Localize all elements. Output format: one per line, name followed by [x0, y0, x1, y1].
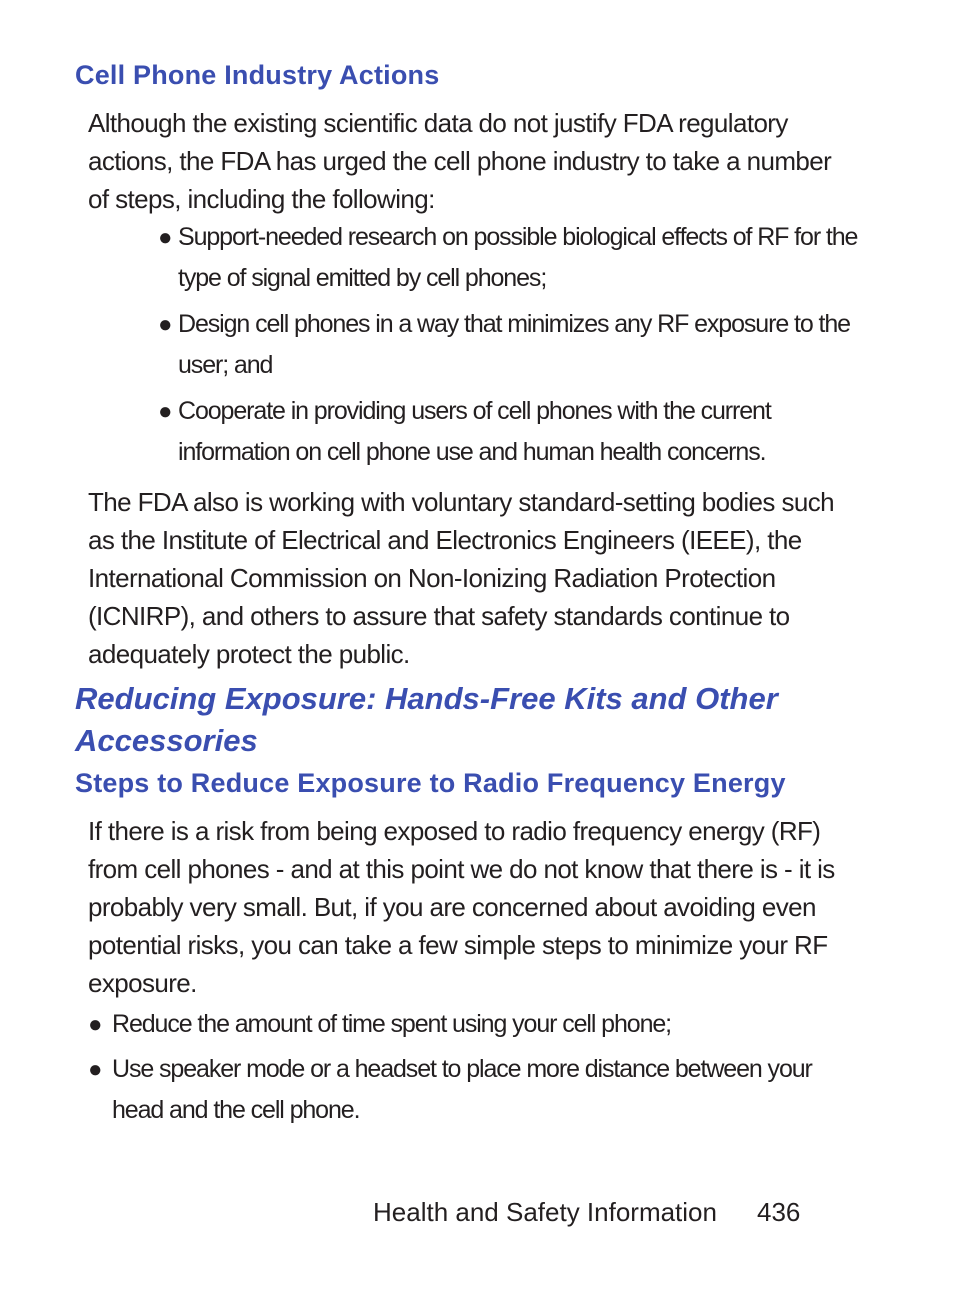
bullet-icon: ● [158, 311, 172, 338]
list-item-text: Use speaker mode or a headset to place more distance between your head and the cell phone. [112, 1055, 812, 1124]
list-item [158, 217, 858, 299]
list-item [158, 304, 858, 386]
list-item [158, 391, 858, 473]
bullet-icon: ● [158, 224, 172, 251]
footer-section-title: Health and Safety Information [373, 1197, 717, 1227]
section-heading-steps-reduce-exposure: Steps to Reduce Exposure to Radio Frequency Energy [75, 768, 786, 798]
industry-actions-intro: Although the existing scientific data do not justify FDA regulatory actions, the FDA has urged the cell phone industry to take a number of steps, including the following: [88, 108, 832, 214]
steps-intro: If there is a risk from being exposed to radio frequency energy (RF) from cell phones - and at this point we do not know that there is - it is probably very small. But, if you are concerned about avoiding even potential risks, you can take a few simple steps to minimize your RF exposure. [88, 816, 835, 998]
section-heading-industry-actions: Cell Phone Industry Actions [75, 60, 440, 90]
list-item-text: Design cell phones in a way that minimizes any RF exposure to the user; and [178, 310, 850, 379]
list-item [88, 1049, 858, 1131]
bullet-icon: ● [88, 1056, 102, 1083]
list-item-text: Support-needed research on possible biological effects of RF for the type of signal emitted by cell phones; [178, 223, 858, 292]
list-item [88, 1004, 858, 1045]
section-heading-reducing-exposure: Reducing Exposure: Hands-Free Kits and Other Accessories [75, 681, 778, 758]
industry-actions-closing: The FDA also is working with voluntary standard-setting bodies such as the Institute of Electrical and Electronics Engineers (IEEE), the International Commission on Non-Ionizing Radiation Protection (ICNIRP), and others to assure that safety standards continue to adequately protect the public. [88, 487, 834, 669]
list-item-text: Reduce the amount of time spent using your cell phone; [112, 1010, 672, 1038]
bullet-icon: ● [158, 398, 172, 425]
footer-page-number: 436 [757, 1197, 801, 1227]
list-item-text: Cooperate in providing users of cell phones with the current information on cell phone use and human health concerns. [178, 397, 771, 466]
bullet-icon: ● [88, 1011, 102, 1038]
